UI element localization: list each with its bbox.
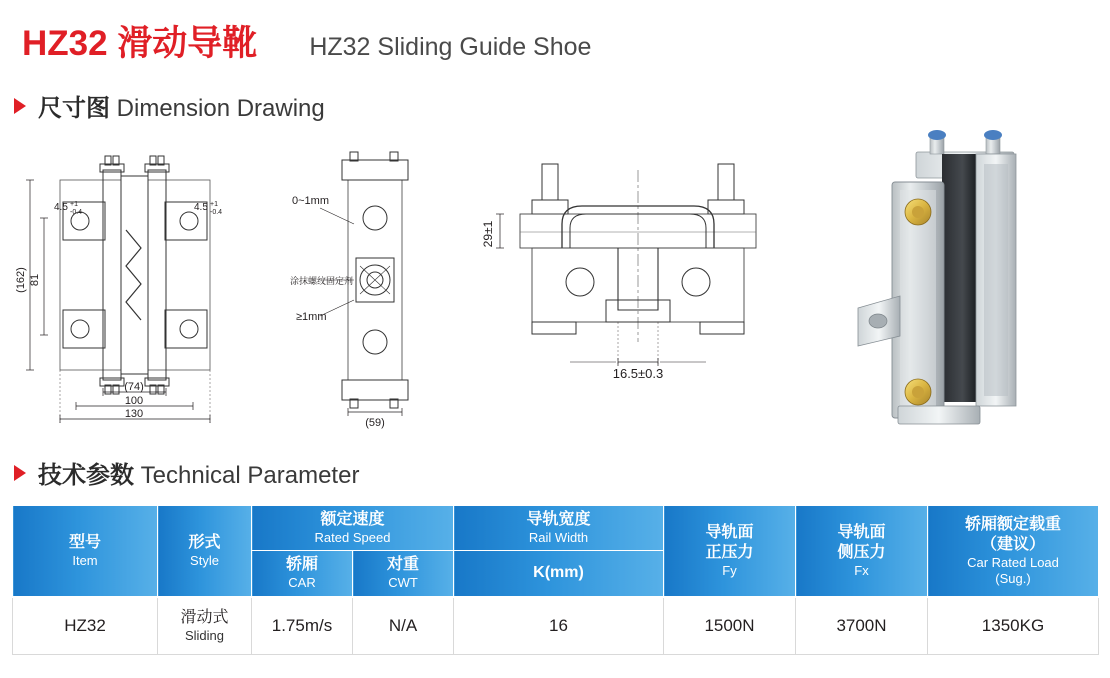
cell-style-cn: 滑动式 — [180, 608, 229, 626]
label-height-overall: (162) — [15, 267, 27, 293]
th-item-cn: 型号 — [68, 533, 101, 551]
cell-fx: 3700N — [796, 597, 928, 655]
th-rated-speed — [252, 506, 454, 551]
cell-car-speed: 1.75m/s — [252, 597, 353, 655]
th-load-cn1: 轿厢额定载重 — [964, 515, 1061, 533]
section-heading-technical — [14, 455, 359, 490]
label-side-width: (59) — [365, 417, 385, 429]
th-k-cn: K(mm) — [533, 564, 584, 582]
th-style-en: Style — [190, 552, 219, 568]
page-title-en: HZ32 Sliding Guide Shoe — [309, 33, 592, 61]
label-tol-left-sup: +1 — [70, 201, 78, 208]
label-threadlocker: 涂抹螺纹固定剂 — [290, 276, 354, 286]
cell-style-en: Sliding — [184, 627, 225, 643]
th-rated-speed-cn: 额定速度 — [320, 511, 385, 528]
th-load-cn2: （建议） — [980, 535, 1045, 553]
label-min: ≥1mm — [296, 311, 327, 323]
section-label-dimension-en: Dimension Drawing — [116, 95, 325, 122]
th-fx-en: Fx — [854, 562, 869, 578]
section-label-dimension-cn: 尺寸图 — [38, 95, 110, 122]
th-fy-cn1: 导轨面 — [705, 523, 754, 541]
th-cwt-en: CWT — [388, 575, 418, 591]
drawing-area — [0, 120, 1110, 440]
th-car-en: CAR — [288, 575, 316, 591]
label-w2: 100 — [124, 395, 144, 407]
th-fy-cn2: 正压力 — [705, 543, 754, 561]
table-header-row-1 — [13, 506, 1099, 551]
page-title-cn: HZ32 滑动导靴 — [22, 24, 258, 63]
triangle-bullet-icon-2 — [14, 465, 26, 481]
spec-table-wrapper — [12, 505, 1098, 655]
label-tol-right-sup: +1 — [210, 201, 218, 208]
drawing-side-view — [290, 140, 460, 430]
th-fx-cn1: 导轨面 — [837, 523, 886, 541]
spec-table — [12, 505, 1099, 655]
cell-car-rated-load: 1350KG — [928, 597, 1099, 655]
th-style-cn: 形式 — [188, 533, 221, 551]
section-heading-dimension — [14, 88, 325, 123]
drawing-top-view — [470, 150, 810, 430]
product-photo — [830, 120, 1090, 430]
th-rail-width-en: Rail Width — [528, 530, 589, 545]
section-label-technical-en: Technical Parameter — [140, 462, 360, 489]
triangle-bullet-icon — [14, 98, 26, 114]
th-cwt — [353, 551, 454, 597]
label-height-inner: 81 — [29, 273, 41, 287]
th-car-rated-load — [928, 506, 1099, 597]
th-fx-cn2: 侧压力 — [837, 543, 886, 561]
section-label-technical — [38, 455, 359, 490]
th-k — [454, 551, 664, 597]
th-item-en: Item — [72, 552, 98, 568]
cell-style — [158, 597, 252, 655]
th-load-en2: (Sug.) — [995, 570, 1031, 586]
th-load-en1: Car Rated Load — [967, 554, 1059, 570]
th-car-cn: 轿厢 — [285, 556, 318, 574]
th-style — [158, 506, 252, 597]
cell-item: HZ32 — [13, 597, 158, 655]
label-w3: 130 — [124, 408, 144, 420]
label-tol-right-sub: -0.4 — [210, 209, 223, 216]
th-fx — [796, 506, 928, 597]
th-rated-speed-en: Rated Speed — [314, 530, 391, 545]
page-header — [22, 16, 591, 66]
th-rail-width — [454, 506, 664, 551]
drawing-front-view — [8, 140, 268, 430]
cell-rail-width-k: 16 — [454, 597, 664, 655]
th-car — [252, 551, 353, 597]
table-row — [13, 597, 1099, 655]
label-tol-left: 4.5 — [54, 202, 68, 213]
label-gap: 0~1mm — [292, 195, 329, 207]
th-item — [13, 506, 158, 597]
cell-cwt-speed: N/A — [353, 597, 454, 655]
label-top-height: 29±1 — [481, 220, 495, 248]
label-w1: (74) — [124, 381, 144, 393]
section-label-technical-cn: 技术参数 — [38, 462, 134, 489]
label-tol-left-sub: -0.4 — [70, 209, 83, 216]
th-fy — [664, 506, 796, 597]
th-cwt-cn: 对重 — [386, 556, 419, 574]
cell-fy: 1500N — [664, 597, 796, 655]
label-top-width: 16.5±0.3 — [612, 366, 664, 381]
section-label-dimension — [38, 88, 325, 123]
th-fy-en: Fy — [722, 562, 737, 578]
th-rail-width-cn: 导轨宽度 — [526, 511, 591, 528]
label-tol-right: 4.5 — [194, 202, 208, 213]
